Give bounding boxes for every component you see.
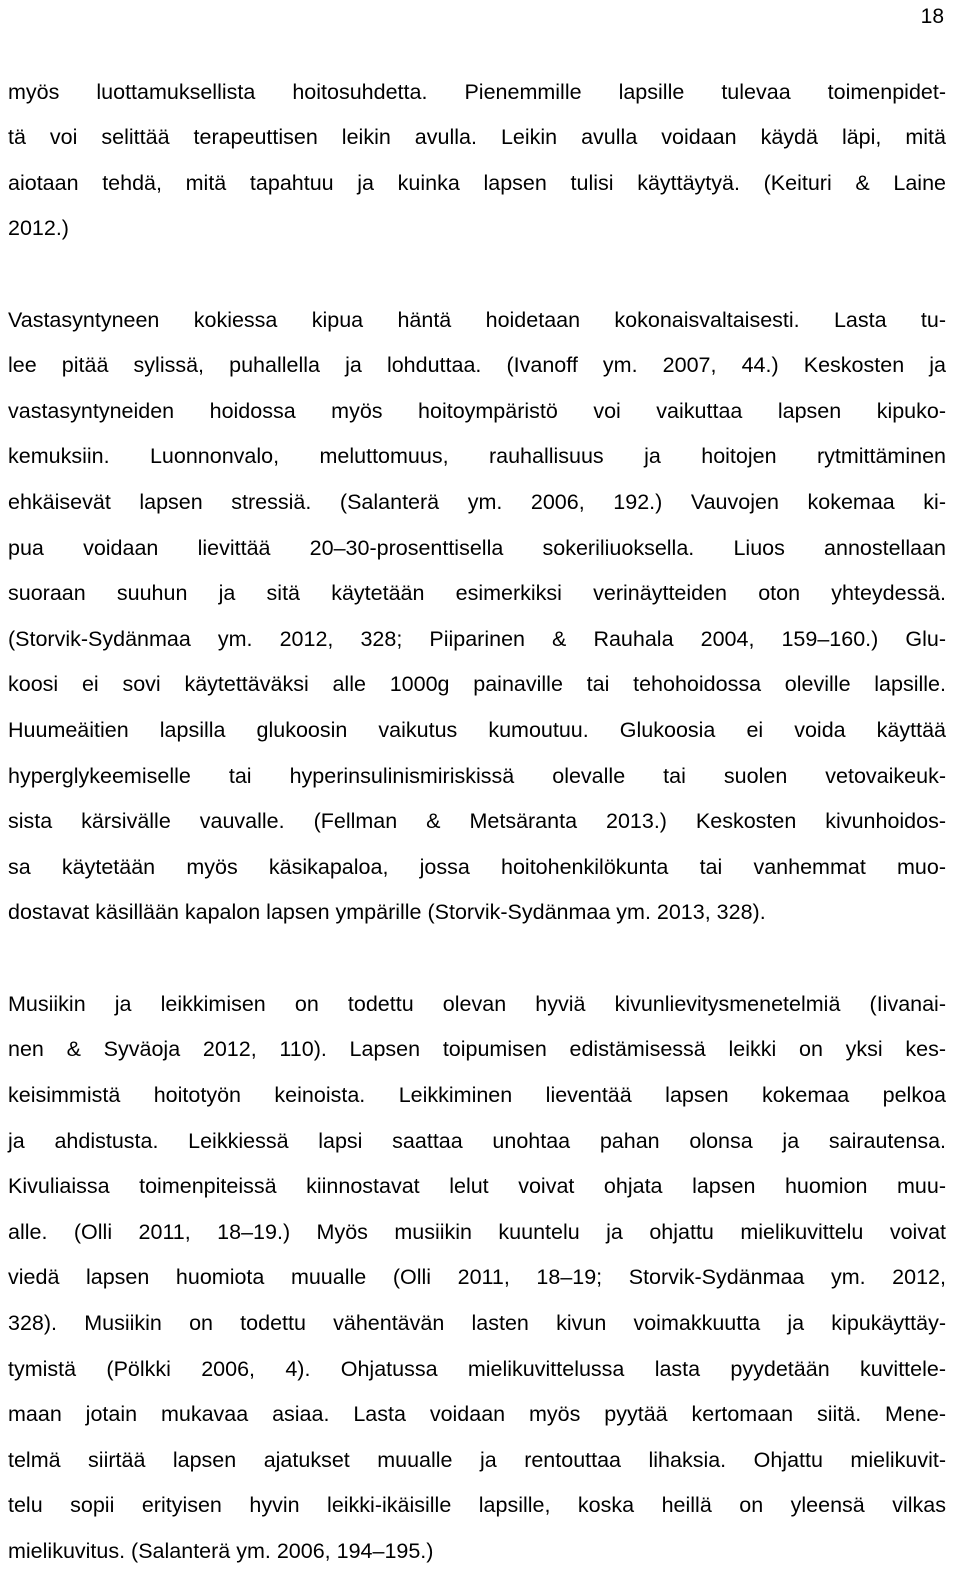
- text-line: tymistä (Pölkki 2006, 4). Ohjatussa mielikuvittelussa lasta pyydetään kuvittele-: [8, 1357, 946, 1381]
- text-line: kemuksiin. Luonnonvalo, meluttomuus, rauhallisuus ja hoitojen rytmittäminen: [8, 444, 946, 468]
- text-line: ehkäisevät lapsen stressiä. (Salanterä ym. 2006, 192.) Vauvojen kokemaa ki-: [8, 490, 946, 514]
- text-line: ja ahdistusta. Leikkiessä lapsi saattaa unohtaa pahan olonsa ja sairautensa.: [8, 1129, 946, 1153]
- text-line: pua voidaan lievittää 20–30-prosenttisella sokeriliuoksella. Liuos annostellaan: [8, 536, 946, 560]
- text-line: alle. (Olli 2011, 18–19.) Myös musiikin kuuntelu ja ohjattu mielikuvittelu voivat: [8, 1220, 946, 1244]
- text-line: tä voi selittää terapeuttisen leikin avulla. Leikin avulla voidaan käydä läpi, mitä: [8, 125, 946, 149]
- text-line: keisimmistä hoitotyön keinoista. Leikkiminen lieventää lapsen kokemaa pelkoa: [8, 1083, 946, 1107]
- text-line: viedä lapsen huomiota muualle (Olli 2011, 18–19; Storvik-Sydänmaa ym. 2012,: [8, 1265, 946, 1289]
- text-line: maan jotain mukavaa asiaa. Lasta voidaan myös pyytää kertomaan siitä. Mene-: [8, 1402, 946, 1426]
- text-line: mielikuvitus. (Salanterä ym. 2006, 194–195.): [8, 1539, 434, 1563]
- text-line: 2012.): [8, 216, 69, 240]
- text-line: aiotaan tehdä, mitä tapahtuu ja kuinka lapsen tulisi käyttäytyä. (Keituri & Laine: [8, 171, 946, 195]
- text-line: vastasyntyneiden hoidossa myös hoitoympäristö voi vaikuttaa lapsen kipuko-: [8, 399, 946, 423]
- text-line: suoraan suuhun ja sitä käytetään esimerkiksi verinäytteiden oton yhteydessä.: [8, 581, 946, 605]
- text-line: hyperglykeemiselle tai hyperinsulinismiriskissä olevalle tai suolen vetovaikeuk-: [8, 764, 946, 788]
- text-line: nen & Syväoja 2012, 110). Lapsen toipumisen edistämisessä leikki on yksi kes-: [8, 1037, 946, 1061]
- text-line: telmä siirtää lapsen ajatukset muualle ja rentouttaa lihaksia. Ohjattu mielikuvit-: [8, 1448, 946, 1472]
- text-line: dostavat käsillään kapalon lapsen ympärille (Storvik-Sydänmaa ym. 2013, 328).: [8, 900, 766, 924]
- text-line: 328). Musiikin on todettu vähentävän lasten kivun voimakkuutta ja kipukäyttäy-: [8, 1311, 946, 1335]
- text-line: lee pitää sylissä, puhallella ja lohduttaa. (Ivanoff ym. 2007, 44.) Keskosten ja: [8, 353, 946, 377]
- page-number: 18: [920, 5, 944, 28]
- text-line: Musiikin ja leikkimisen on todettu olevan hyviä kivunlievitysmenetelmiä (Iivanai-: [8, 992, 946, 1016]
- text-line: (Storvik-Sydänmaa ym. 2012, 328; Piiparinen & Rauhala 2004, 159–160.) Glu-: [8, 627, 946, 651]
- text-line: sa käytetään myös käsikapaloa, jossa hoitohenkilökunta tai vanhemmat muo-: [8, 855, 946, 879]
- text-line: Huumeäitien lapsilla glukoosin vaikutus kumoutuu. Glukoosia ei voida käyttää: [8, 718, 946, 742]
- text-line: myös luottamuksellista hoitosuhdetta. Pienemmille lapsille tulevaa toimenpidet-: [8, 80, 946, 104]
- text-line: Kivuliaissa toimenpiteissä kiinnostavat lelut voivat ohjata lapsen huomion muu-: [8, 1174, 946, 1198]
- text-line: sista kärsivälle vauvalle. (Fellman & Metsäranta 2013.) Keskosten kivunhoidos-: [8, 809, 946, 833]
- text-line: Vastasyntyneen kokiessa kipua häntä hoidetaan kokonaisvaltaisesti. Lasta tu-: [8, 308, 946, 332]
- text-line: telu sopii erityisen hyvin leikki-ikäisille lapsille, koska heillä on yleensä vilkas: [8, 1493, 946, 1517]
- text-line: koosi ei sovi käytettäväksi alle 1000g painaville tai tehohoidossa oleville lapsille.: [8, 672, 946, 696]
